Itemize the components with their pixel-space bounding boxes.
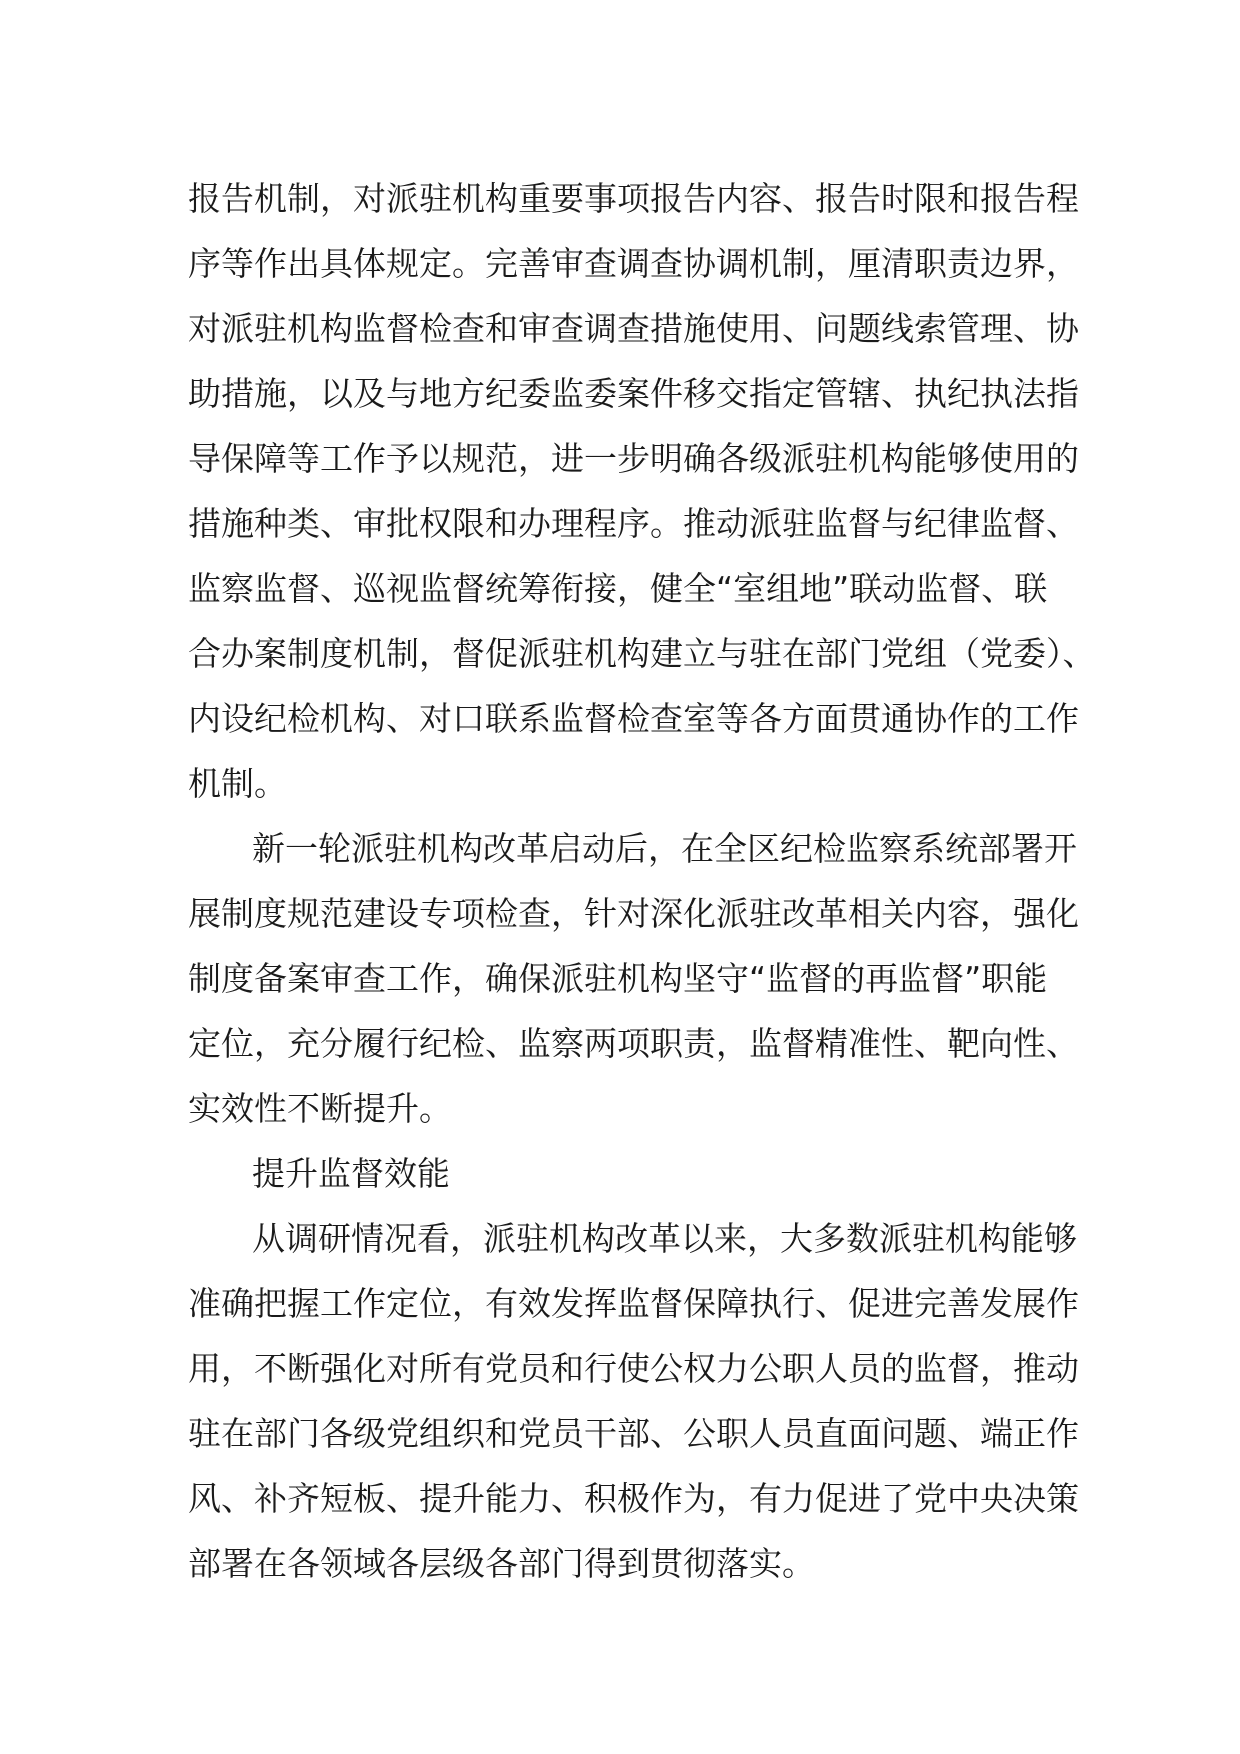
text-line: 内设纪检机构、对口联系监督检查室等各方面贯通协作的工作 <box>188 699 1079 738</box>
paragraph-first-line: 新一轮派驻机构改革启动后，在全区纪检监察系统部署开 <box>252 829 1077 868</box>
text-line: 定位，充分履行纪检、监察两项职责，监督精准性、靶向性、 <box>188 1024 1079 1063</box>
text-line: 序等作出具体规定。完善审查调查协调机制，厘清职责边界， <box>188 244 1079 283</box>
text-line: 驻在部门各级党组织和党员干部、公职人员直面问题、端正作 <box>188 1414 1079 1453</box>
text-line: 用，不断强化对所有党员和行使公权力公职人员的监督，推动 <box>188 1349 1079 1388</box>
text-line: 助措施，以及与地方纪委监委案件移交指定管辖、执纪执法指 <box>188 374 1079 413</box>
text-line: 合办案制度机制，督促派驻机构建立与驻在部门党组（党委）、 <box>188 634 1096 673</box>
text-line: 对派驻机构监督检查和审查调查措施使用、问题线索管理、协 <box>188 309 1079 348</box>
text-line: 导保障等工作予以规范，进一步明确各级派驻机构能够使用的 <box>188 439 1079 478</box>
paragraph-first-line: 从调研情况看，派驻机构改革以来，大多数派驻机构能够 <box>252 1219 1077 1258</box>
text-line: 展制度规范建设专项检查，针对深化派驻改革相关内容，强化 <box>188 894 1079 933</box>
text-line: 实效性不断提升。 <box>188 1089 452 1128</box>
text-line: 制度备案审查工作，确保派驻机构坚守“监督的再监督”职能 <box>188 959 1048 998</box>
text-line: 准确把握工作定位，有效发挥监督保障执行、促进完善发展作 <box>188 1284 1079 1323</box>
text-line: 报告机制，对派驻机构重要事项报告内容、报告时限和报告程 <box>188 179 1079 218</box>
text-line: 机制。 <box>188 764 287 803</box>
document-page <box>188 166 1096 1596</box>
text-line: 风、补齐短板、提升能力、积极作为，有力促进了党中央决策 <box>188 1479 1079 1518</box>
text-line: 监察监督、巡视监督统筹衔接，健全“室组地”联动监督、联 <box>188 569 1048 608</box>
text-line: 措施种类、审批权限和办理程序。推动派驻监督与纪律监督、 <box>188 504 1079 543</box>
section-heading: 提升监督效能 <box>252 1154 450 1193</box>
text-line: 部署在各领域各层级各部门得到贯彻落实。 <box>188 1544 815 1583</box>
